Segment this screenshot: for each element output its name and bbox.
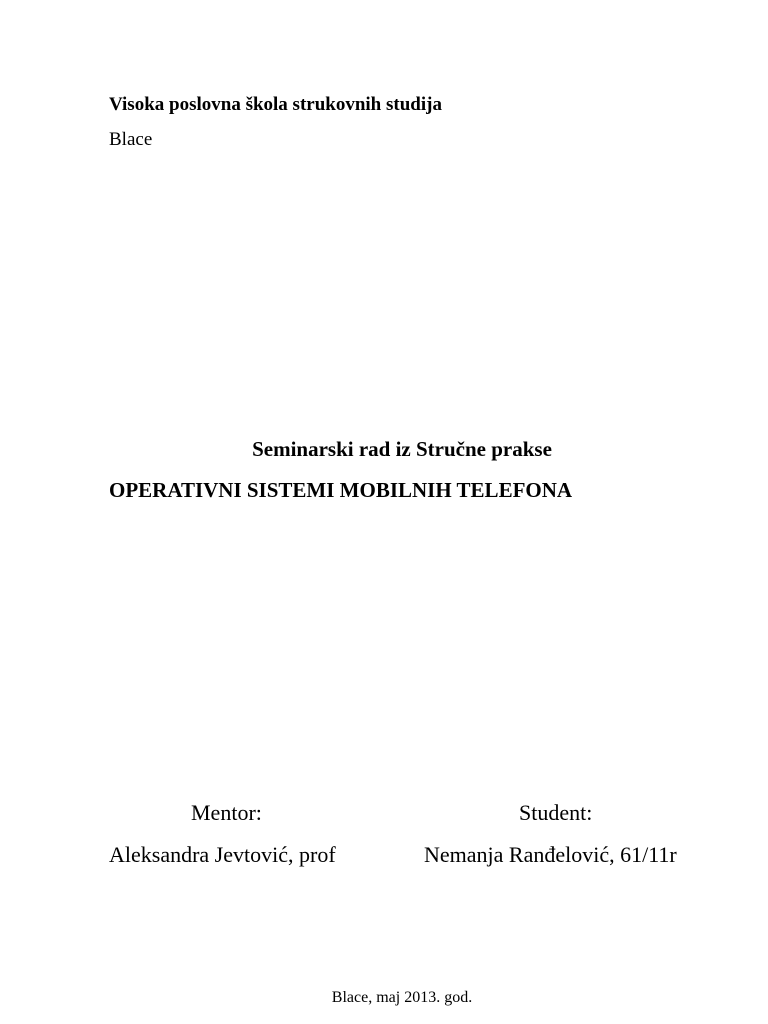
school-city: Blace [109,129,153,150]
student-name: Nemanja Ranđelović, 61/11r [424,842,677,867]
student-label: Student: [519,800,593,825]
mentor-label: Mentor: [191,800,262,825]
document-title: OPERATIVNI SISTEMI MOBILNIH TELEFONA [109,478,573,502]
mentor-name: Aleksandra Jevtović, prof [109,842,336,867]
school-name: Visoka poslovna škola strukovnih studija [109,94,442,115]
document-subtitle: Seminarski rad iz Stručne prakse [252,437,552,461]
footer-place-date: Blace, maj 2013. god. [331,989,473,1006]
